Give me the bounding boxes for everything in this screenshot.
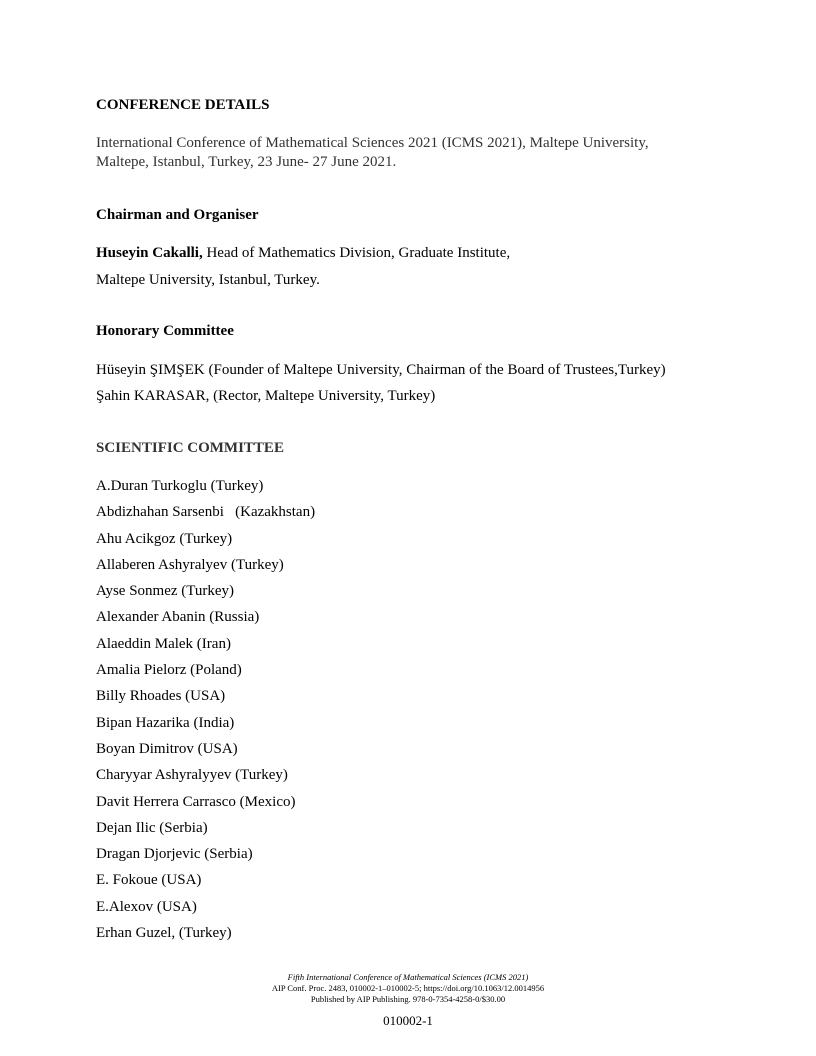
list-item: E. Fokoue (USA): [96, 872, 202, 889]
scientific-committee-list: [96, 477, 315, 950]
list-item: Erhan Guzel, (Turkey): [96, 925, 232, 942]
footer-citation: AIP Conf. Proc. 2483, 010002-1–010002-5; https://doi.org/10.1063/12.0014956: [271, 983, 545, 993]
list-item: Alexander Abanin (Russia): [96, 609, 260, 626]
list-item: Dejan Ilic (Serbia): [96, 819, 208, 836]
list-item: Abdizhahan Sarsenbi (Kazakhstan): [96, 504, 316, 521]
chairman-line1: [96, 244, 510, 262]
chairman-heading: Chairman and Organiser: [96, 207, 259, 223]
list-item: E.Alexov (USA): [96, 898, 197, 915]
page-number: 010002-1: [383, 1013, 433, 1028]
list-item: Charyyar Ashyralyyev (Turkey): [96, 767, 288, 784]
list-item: Boyan Dimitrov (USA): [96, 740, 238, 757]
conference-details-heading: CONFERENCE DETAILS: [96, 97, 270, 113]
chairman-affiliation: Head of Mathematics Division, Graduate Institute,: [202, 245, 511, 261]
scientific-heading: SCIENTIFIC COMMITTEE: [96, 440, 284, 456]
chairman-name: Huseyin Cakalli,: [96, 245, 203, 261]
list-item: Dragan Djorjevic (Serbia): [96, 846, 253, 863]
footer-conference: Fifth International Conference of Mathematical Sciences (ICMS 2021): [287, 972, 529, 982]
list-item: Ahu Acikgoz (Turkey): [96, 530, 233, 547]
list-item: Alaeddin Malek (Iran): [96, 635, 231, 652]
honorary-member: Hüseyin ŞIMŞEK (Founder of Maltepe University, Chairman of the Board of Trustees,Turkey): [96, 362, 666, 378]
chairman-line2: Maltepe University, Istanbul, Turkey.: [96, 272, 320, 288]
conference-details-line2: Maltepe, Istanbul, Turkey, 23 June- 27 June 2021.: [96, 154, 397, 170]
list-item: A.Duran Turkoglu (Turkey): [96, 478, 264, 494]
footer-publisher: Published by AIP Publishing. 978-0-7354-4258-0/$30.00: [310, 994, 506, 1004]
list-item: Ayse Sonmez (Turkey): [96, 583, 235, 600]
conference-details-line1: International Conference of Mathematical Sciences 2021 (ICMS 2021), Maltepe University,: [96, 135, 649, 151]
list-item: Bipan Hazarika (India): [96, 714, 235, 731]
list-item: Amalia Pielorz (Poland): [96, 662, 242, 679]
list-item: Davit Herrera Carrasco (Mexico): [96, 793, 296, 810]
list-item: Billy Rhoades (USA): [96, 688, 226, 705]
honorary-heading: Honorary Committee: [96, 323, 234, 339]
list-item: Allaberen Ashyralyev (Turkey): [96, 556, 284, 573]
honorary-member: Şahin KARASAR, (Rector, Maltepe University, Turkey): [96, 388, 436, 404]
